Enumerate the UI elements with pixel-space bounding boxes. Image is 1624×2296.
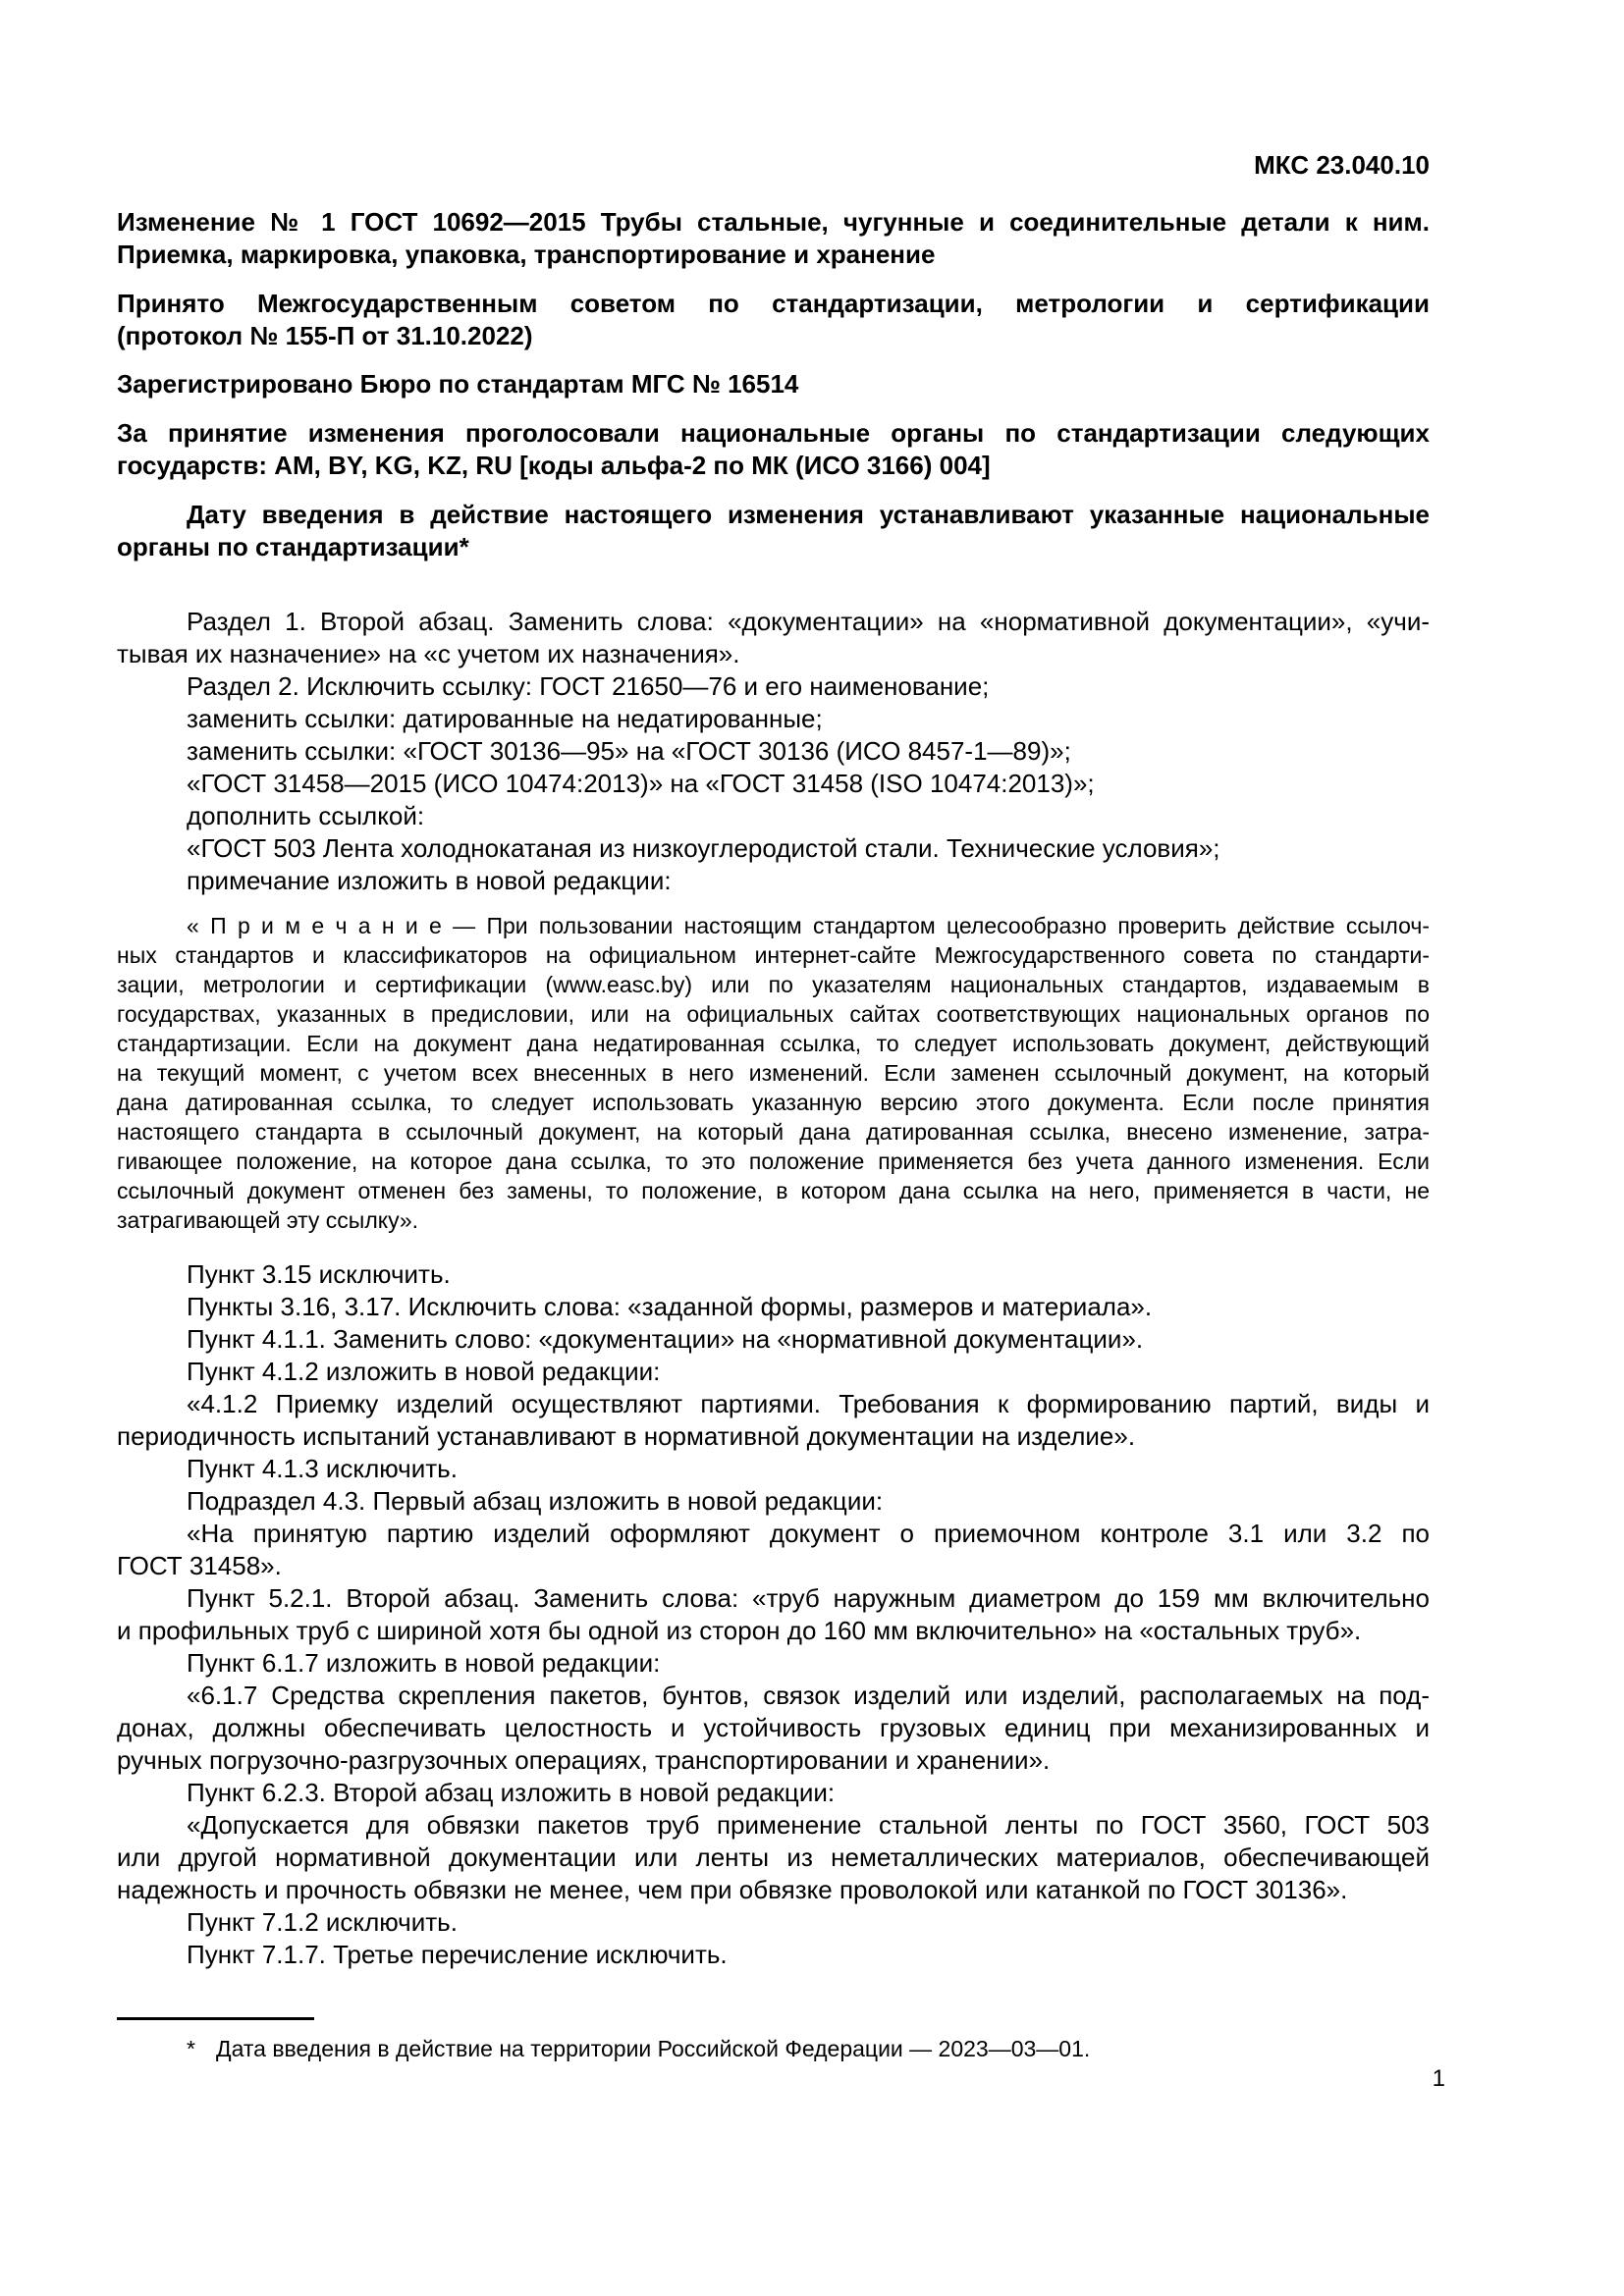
text-line: «6.1.7 Средства скрепления пакетов, бунтов, связок изделий или изделий, располагаемых на под- [187,1681,1430,1710]
text-line: Раздел 2. Исключить ссылку: ГОСТ 21650—76 и его наименование; [187,671,990,701]
amendment-body-section-2 [117,1258,1430,1971]
body-paragraph [117,1777,1430,1809]
text-line: государствах, указанных в предисловии, или на официальных сайтах соответствующих национальных органов по [117,1001,1430,1027]
text-line: Пункт 4.1.1. Заменить слово: «документации» на «нормативной документации». [187,1324,1144,1354]
text-line: ГОСТ 31458». [117,1551,282,1580]
text-line: заменить ссылки: «ГОСТ 30136—95» на «ГОСТ 30136 (ИСО 8457-1—89)»; [187,736,1071,766]
text-line: Пункт 5.2.1. Второй абзац. Заменить слова: «труб наружным диаметром до 159 мм включительно [187,1583,1430,1613]
body-paragraph [117,1323,1430,1356]
body-paragraph [117,670,1430,703]
footnote-marker: * [187,2036,195,2061]
body-paragraph [117,1809,1430,1906]
text-line: ручных погрузочно-разгрузочных операциях, транспортировании и хранении». [117,1745,1051,1775]
text-line: стандартизации. Если на документ дана недатированная ссылка, то следует использовать документ, действующий [117,1031,1430,1056]
text-line: Пункт 7.1.7. Третье перечисление исключить. [187,1940,728,1969]
text-line: Приемка, маркировка, упаковка, транспортирование и хранение [117,240,936,269]
text-line: Пункт 6.1.7 изложить в новой редакции: [187,1648,661,1678]
body-paragraph [117,800,1430,832]
body-paragraph [117,1906,1430,1939]
ics-code: МКС 23.040.10 [1254,150,1430,180]
body-paragraph [117,1258,1430,1291]
body-paragraph [117,1291,1430,1323]
text-line: Пункт 6.2.3. Второй абзац изложить в новой редакции: [187,1778,836,1807]
text-line: Пункты 3.16, 3.17. Исключить слова: «заданной формы, размеров и материала». [187,1292,1153,1321]
text-line: настоящего стандарта в ссылочный документ, на который дана датированная ссылка, внесено изменение, затра- [117,1119,1430,1145]
text-line: Зарегистрировано Бюро по стандартам МГС № 16514 [117,369,799,399]
text-line: «На принятую партию изделий оформляют документ о приемочном контроле 3.1 или 3.2 по [187,1519,1430,1548]
text-line: Пункт 3.15 исключить. [187,1259,451,1289]
text-line: дана датированная ссылка, то следует использовать указанную версию этого документа. Если после принятия [117,1090,1430,1115]
text-line: гивающее положение, на которое дана ссылка, то это положение применяется без учета данного изменения. Если [117,1148,1430,1174]
body-paragraph [117,1939,1430,1971]
text-line: зации, метрологии и сертификации (www.easc.by) или по указателям национальных стандартов, издаваемым в [117,972,1430,997]
body-paragraph [117,1453,1430,1485]
text-line: «4.1.2 Приемку изделий осуществляют партиями. Требования к формированию партий, виды и [187,1389,1430,1418]
note-paragraph [117,911,1430,1235]
page-number: 1 [1432,2065,1445,2092]
text-line: За принятие изменения проголосовали национальные органы по стандартизации следующих [117,418,1430,448]
text-line: Пункт 4.1.2 изложить в новой редакции: [187,1357,661,1386]
text-line: «ГОСТ 31458—2015 (ИСО 10474:2013)» на «ГОСТ 31458 (ISO 10474:2013)»; [187,769,1095,798]
body-paragraph [117,1647,1430,1680]
text-line: Пункт 7.1.2 исключить. [187,1907,458,1937]
text-line: государств: AM, BY, KG, KZ, RU [коды альфа-2 по МК (ИСО 3166) 004] [117,451,991,480]
body-paragraph [117,1680,1430,1777]
amendment-body-section-1 [117,606,1430,897]
body-paragraph [117,1582,1430,1647]
body-paragraph [117,1356,1430,1388]
text-line: донах, должны обеспечивать целостность и устойчивость грузовых единиц при механизированных и [117,1713,1430,1742]
text-line: тывая их назначение» на «с учетом их назначения». [117,639,740,668]
text-line: или другой нормативной документации или ленты из неметаллических материалов, обеспечивающей [117,1842,1430,1872]
page-content [117,149,1430,2063]
text-line: Раздел 1. Второй абзац. Заменить слова: «документации» на «нормативной документации», «учи- [187,607,1430,636]
text-line: «Допускается для обвязки пакетов труб применение стальной ленты по ГОСТ 3560, ГОСТ 503 [187,1810,1430,1840]
text-line: ных стандартов и классификаторов на официальном интернет-сайте Межгосударственного совета по стандарти- [117,942,1430,968]
text-line: ссылочный документ отменен без замены, то положение, в котором дана ссылка на него, применяется в части, не [117,1178,1430,1203]
text-line: надежность и прочность обвязки не менее, чем при обвязке проволокой или катанкой по ГОСТ 30136». [117,1875,1348,1904]
body-paragraph [117,606,1430,670]
text-line: и профильных труб с шириной хотя бы одной из сторон до 160 мм включительно» на «остальных труб». [117,1616,1362,1645]
text-line: Дату введения в действие настоящего изменения устанавливают указанные национальные [187,500,1430,529]
body-paragraph [117,1485,1430,1518]
text-line: «ГОСТ 503 Лента холоднокатаная из низкоуглеродистой стали. Технические условия»; [187,833,1220,863]
text-line: дополнить ссылкой: [187,801,425,830]
footnote-text: Дата введения в действие на территории Российской Федерации — 2023—03—01. [216,2036,1091,2061]
body-paragraph [117,865,1430,897]
text-line: на текущий момент, с учетом всех внесенных в него изменений. Если заменен ссылочный документ, на который [117,1060,1430,1086]
text-line: примечание изложить в новой редакции: [187,866,672,895]
text-line: Принято Межгосударственным советом по стандартизации, метрологии и сертификации [117,289,1430,318]
text-line: Пункт 4.1.3 исключить. [187,1454,458,1483]
text-line: Подраздел 4.3. Первый абзац изложить в новой редакции: [187,1486,884,1516]
body-paragraph [117,703,1430,735]
effective-date-paragraph [117,499,1430,563]
body-paragraph [117,768,1430,800]
footnote [117,2034,1430,2063]
body-paragraph [117,1518,1430,1582]
amendment-title [117,206,1430,271]
registered-paragraph [117,368,1430,400]
text-line: « П р и м е ч а н и е — При пользовании настоящим стандартом целесообразно проверить действие ссылоч- [187,913,1430,938]
text-line: Изменение № 1 ГОСТ 10692—2015 Трубы стальные, чугунные и соединительные детали к ним. [117,207,1430,237]
voted-paragraph [117,417,1430,482]
body-paragraph [117,832,1430,865]
footnote-rule [117,2017,314,2020]
text-line: (протокол № 155-П от 31.10.2022) [117,321,533,350]
text-line: заменить ссылки: датированные на недатированные; [187,704,823,733]
text-line: затрагивающей эту ссылку». [117,1207,419,1233]
text-line: периодичность испытаний устанавливают в нормативной документации на изделие». [117,1421,1136,1451]
body-paragraph [117,735,1430,768]
text-line: органы по стандартизации* [117,532,469,561]
body-paragraph [117,1388,1430,1453]
adopted-paragraph [117,288,1430,352]
